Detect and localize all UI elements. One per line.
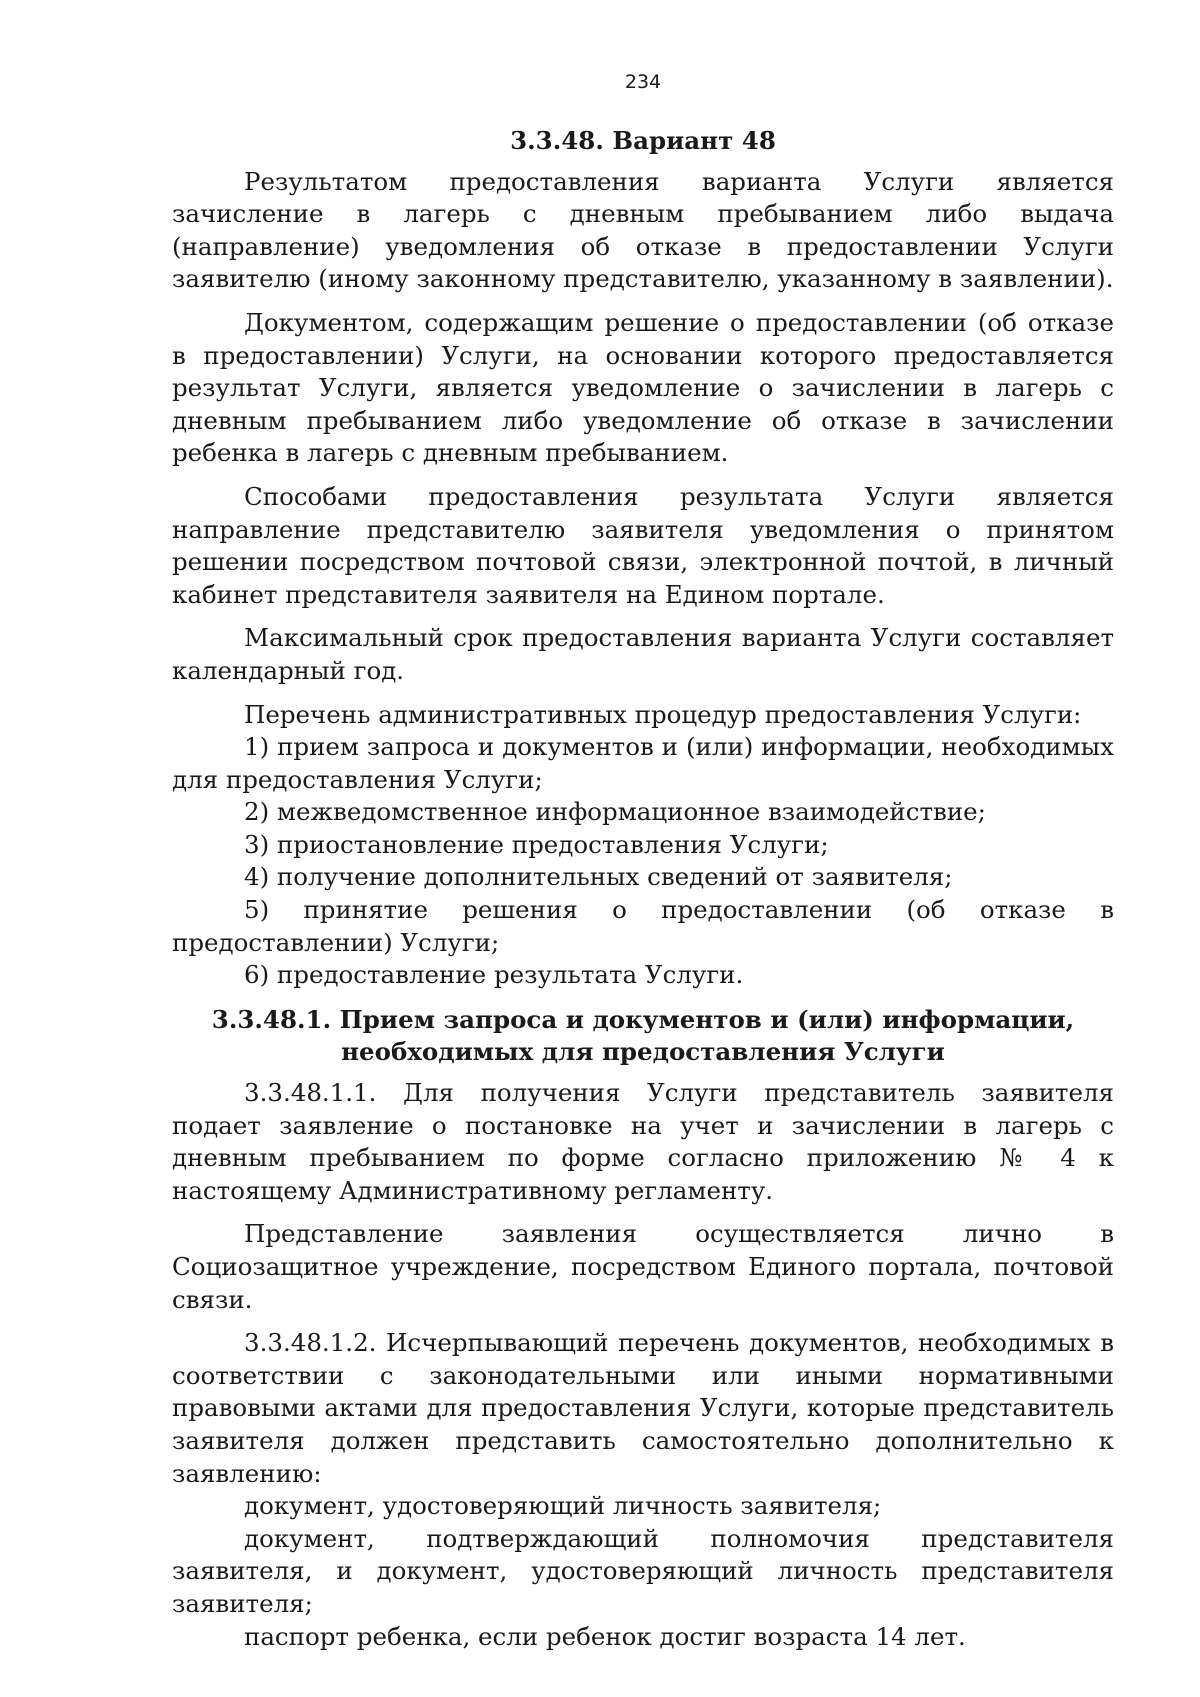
list-item: документ, удостоверяющий личность заявителя; xyxy=(244,1491,882,1521)
list-item: документ, подтверждающий полномочия представителя заявителя, и документ, удостоверяющий личность представителя заявителя; xyxy=(172,1523,1114,1618)
paragraph-application: 3.3.48.1.1. Для получения Услуги представитель заявителя подает заявление о постановке на учет и зачислении в лагерь с дневным пребыванием по форме согласно приложению № 4 к настоящему Административному регламенту. xyxy=(172,1078,1114,1205)
list-item: паспорт ребенка, если ребенок достиг возраста 14 лет. xyxy=(244,1621,966,1651)
subsection-title: 3.3.48.1. Прием запроса и документов и (или) информации, необходимых для предоставления Услуги xyxy=(211,1004,1075,1067)
list-item: 3) приостановление предоставления Услуги; xyxy=(244,829,829,859)
documents-list xyxy=(172,1327,1114,1653)
paragraph-delivery-methods: Способами предоставления результата Услуги является направление представителю заявителя уведомления о принятом решении посредством почтовой связи, электронной почтой, в личный кабинет представителя заявителя на Едином портале. xyxy=(172,481,1114,609)
paragraph-submission: Представление заявления осуществляется лично в Социозащитное учреждение, посредством Единого портала, почтовой связи. xyxy=(172,1219,1114,1314)
paragraph-max-term: Максимальный срок предоставления варианта Услуги составляет календарный год. xyxy=(172,623,1114,685)
page-number: 234 xyxy=(624,71,662,93)
section-title: 3.3.48. Вариант 48 xyxy=(510,126,776,155)
list-item: 1) прием запроса и документов и (или) информации, необходимых для предоставления Услуги; xyxy=(172,732,1114,794)
paragraph-decision-document: Документом, содержащим решение о предоставлении (об отказе в предоставлении) Услуги, на основании которого предоставляется результат Услуги, является уведомление о зачислении в лагерь с дневным пребыванием либо уведомление об отказе в зачислении ребенка в лагерь с дневным пребыванием. xyxy=(172,307,1114,468)
list-item: 6) предоставление результата Услуги. xyxy=(244,960,744,990)
list-item: 5) принятие решения о предоставлении (об отказе в предоставлении) Услуги; xyxy=(172,895,1114,957)
procedures-intro: Перечень административных процедур предоставления Услуги: xyxy=(244,699,1082,729)
list-item: 2) межведомственное информационное взаимодействие; xyxy=(244,797,986,827)
procedures-list xyxy=(172,699,1114,992)
paragraph-documents-intro: 3.3.48.1.2. Исчерпывающий перечень документов, необходимых в соответствии с законодательными или иными нормативными правовыми актами для предоставления Услуги, которые представитель заявителя должен представить самостоятельно дополнительно к заявлению: xyxy=(172,1328,1114,1488)
paragraph-result: Результатом предоставления варианта Услуги является зачисление в лагерь с дневным пребыванием либо выдача (направление) уведомления об отказе в предоставлении Услуги заявителю (иному законному представителю, указанному в заявлении). xyxy=(172,166,1114,294)
list-item: 4) получение дополнительных сведений от заявителя; xyxy=(244,862,953,892)
page-content xyxy=(172,125,1114,1653)
